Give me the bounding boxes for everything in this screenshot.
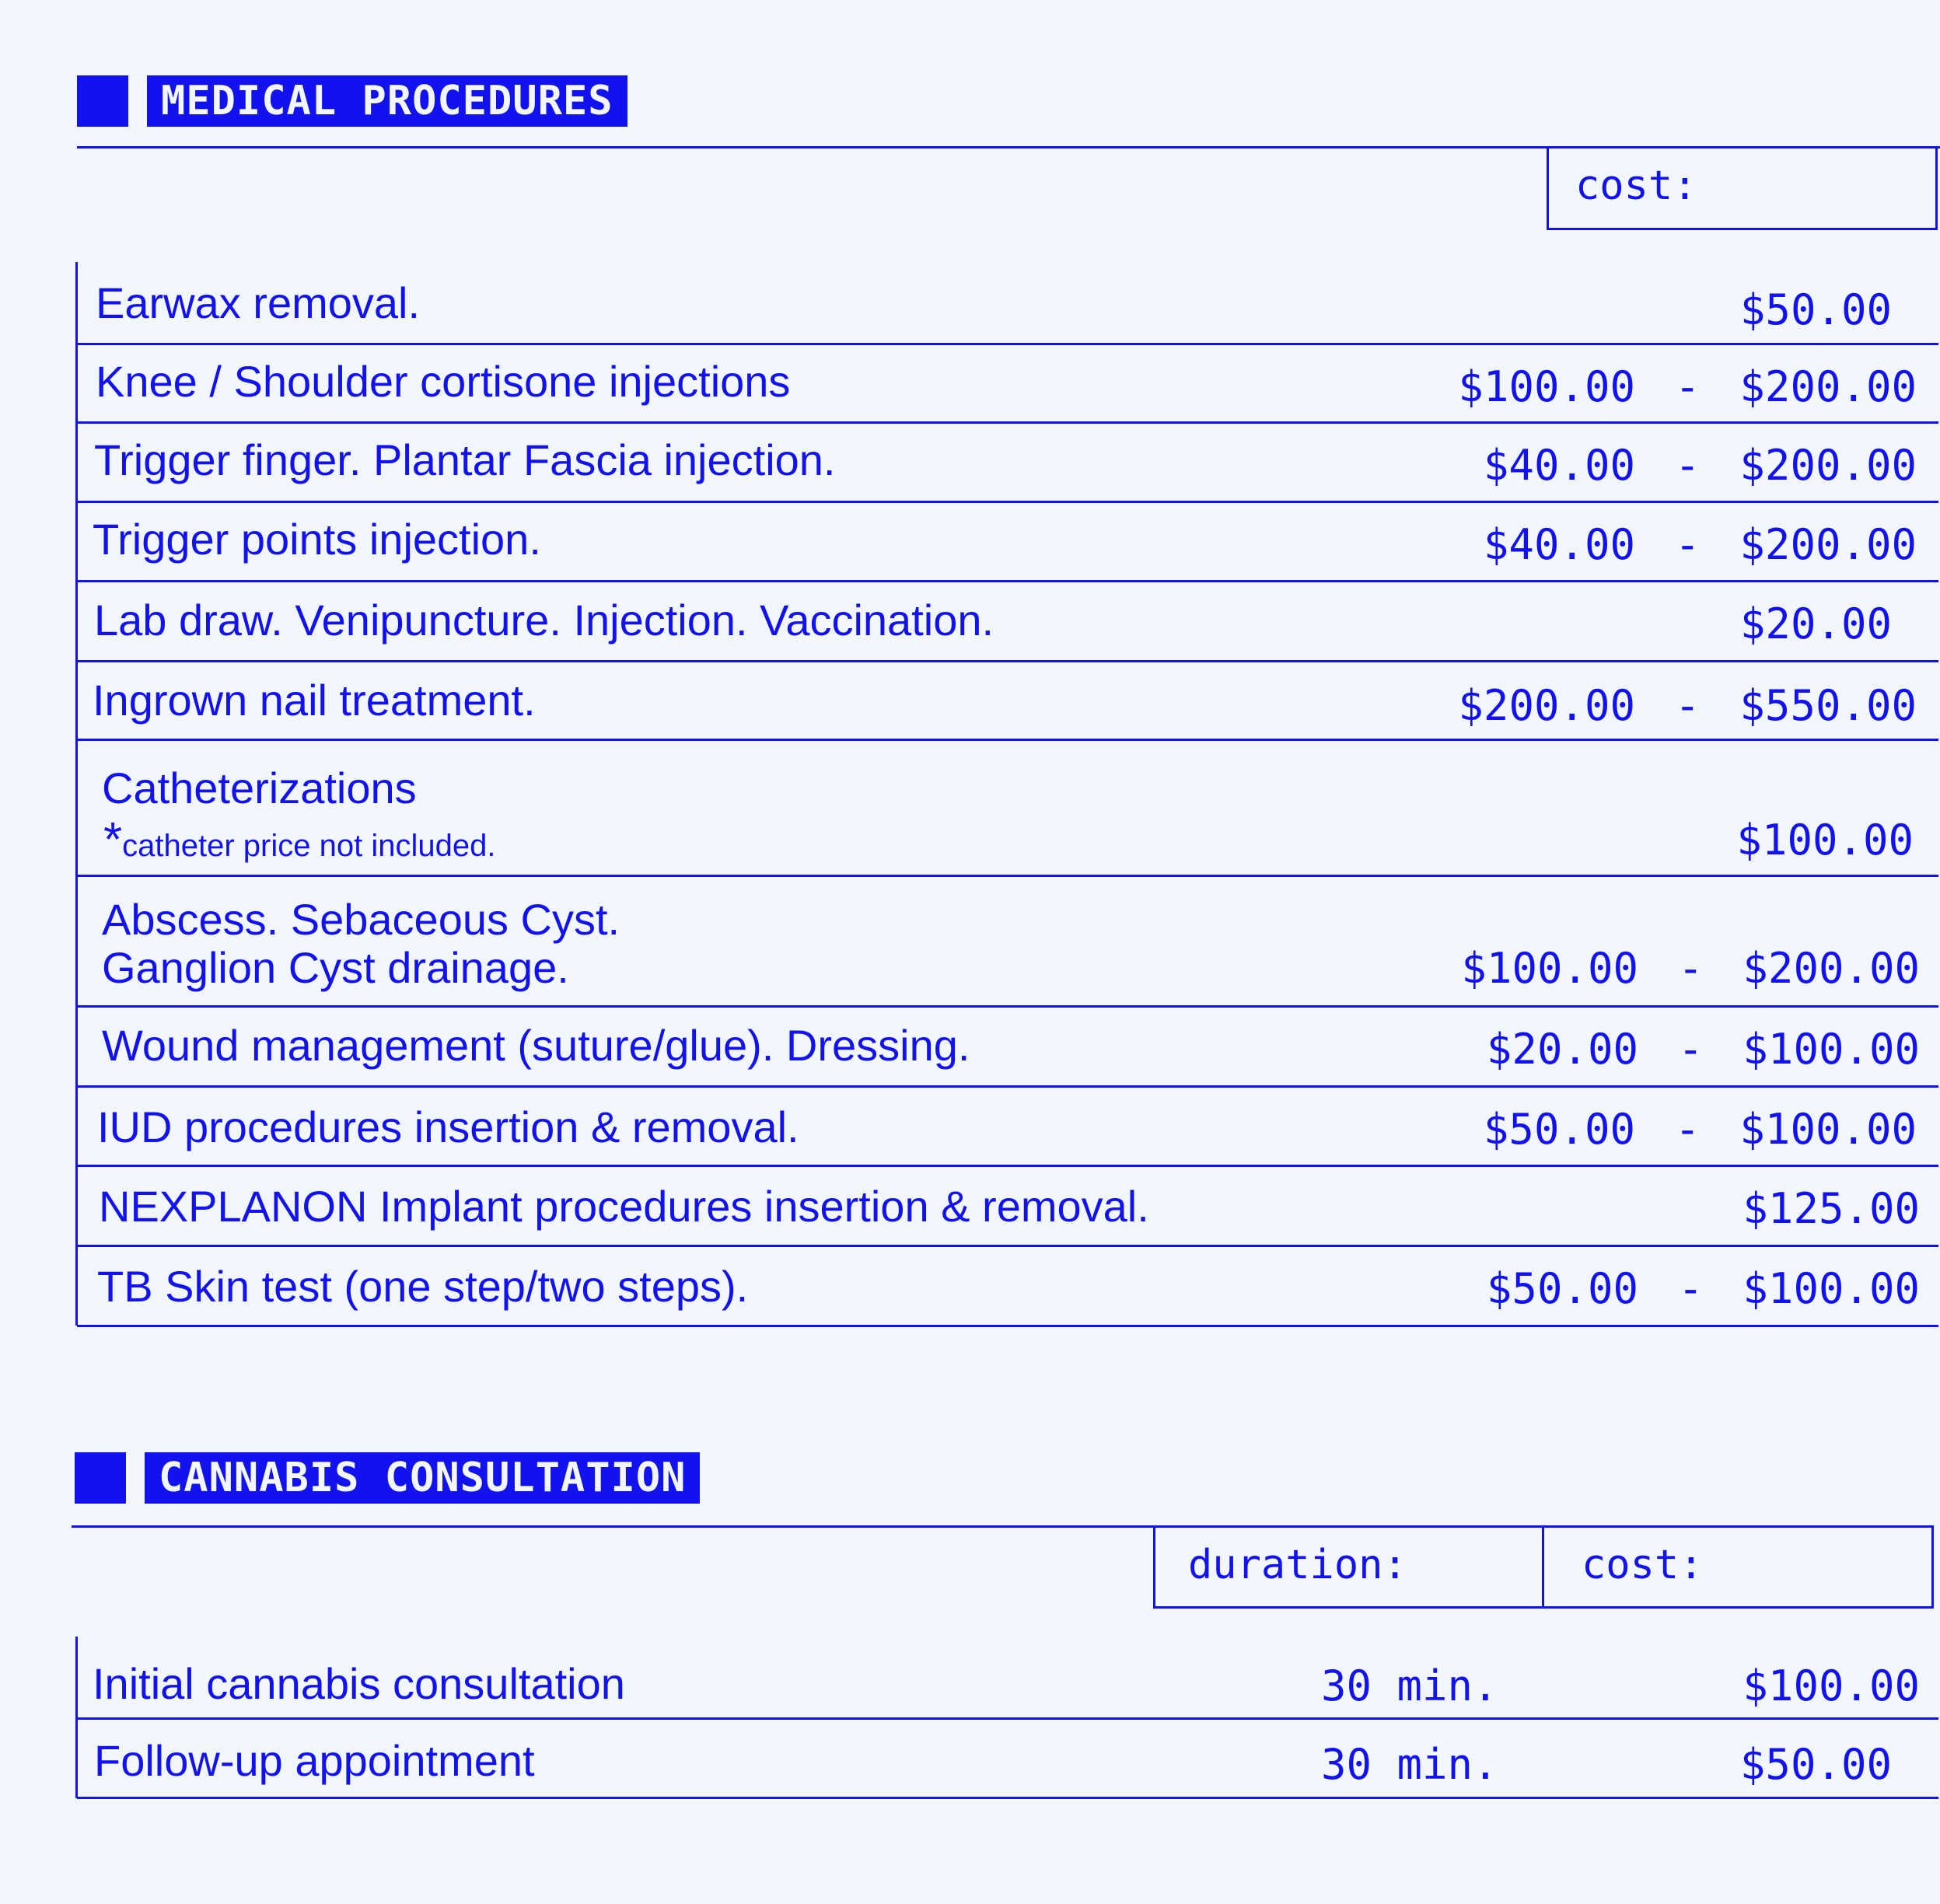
table-row — [77, 1088, 1938, 1167]
table-row — [77, 1720, 1938, 1799]
table-row — [77, 877, 1938, 1008]
procedure-label: Catheterizations — [102, 763, 417, 812]
procedure-label-line2: Ganglion Cyst drainage. — [102, 943, 569, 992]
procedure-label: Knee / Shoulder cortisone injections — [96, 357, 791, 406]
cannabis-section-title: CANNABIS CONSULTATION — [145, 1452, 700, 1504]
table-row — [77, 582, 1938, 662]
table-row — [77, 345, 1938, 424]
consultation-duration: 30 min. — [1321, 1740, 1498, 1789]
price-high: $100.00 — [1743, 1025, 1920, 1074]
price-dash: - — [1678, 1264, 1704, 1313]
price-low: $50.00 — [1486, 1264, 1638, 1313]
procedure-label: TB Skin test (one step/two steps). — [97, 1262, 749, 1311]
price-low: $50.00 — [1483, 1105, 1635, 1154]
price-low: $20.00 — [1486, 1025, 1638, 1074]
table-row — [77, 262, 1938, 345]
table-row — [77, 424, 1938, 503]
price-high: $20.00 — [1739, 599, 1892, 648]
price-dash: - — [1675, 441, 1701, 490]
price-high: $100.00 — [1743, 1264, 1920, 1313]
price-high: $550.00 — [1739, 681, 1917, 730]
price-dash: - — [1678, 1025, 1704, 1074]
price-high: $50.00 — [1739, 285, 1892, 334]
price-high: $200.00 — [1739, 520, 1917, 569]
note-text: catheter price not included. — [122, 829, 496, 863]
consultation-label: Initial cannabis consultation — [93, 1659, 625, 1708]
price-dash: - — [1678, 944, 1704, 993]
table-row — [77, 741, 1938, 877]
procedure-label: Ingrown nail treatment. — [93, 676, 536, 725]
table-row — [77, 503, 1938, 582]
price-low: $200.00 — [1458, 681, 1635, 730]
procedure-note — [103, 812, 495, 868]
procedure-label: Lab draw. Venipuncture. Injection. Vaccination. — [94, 596, 994, 645]
duration-header: duration: — [1153, 1525, 1544, 1609]
procedure-label: Abscess. Sebaceous Cyst. — [102, 895, 620, 944]
table-row — [77, 1167, 1938, 1247]
table-row — [77, 1637, 1938, 1720]
procedure-label: Trigger points injection. — [93, 515, 541, 564]
price-dash: - — [1675, 681, 1701, 730]
medical-section-title: MEDICAL PROCEDURES — [147, 75, 627, 127]
cannabis-cost-header: cost: — [1542, 1525, 1934, 1609]
consultation-duration: 30 min. — [1321, 1661, 1498, 1710]
price-high: $100.00 — [1736, 816, 1914, 865]
section-marker-medical — [77, 75, 128, 127]
table-row — [77, 1247, 1938, 1327]
note-asterisk: * — [103, 813, 123, 867]
price-low: $100.00 — [1461, 944, 1638, 993]
procedure-label: Wound management (suture/glue). Dressing. — [102, 1021, 970, 1070]
price-high: $125.00 — [1743, 1184, 1920, 1233]
procedure-label: Trigger finger. Plantar Fascia injection. — [94, 435, 836, 484]
price-low: $40.00 — [1483, 520, 1635, 569]
consultation-label: Follow-up appointment — [94, 1736, 535, 1785]
section-marker-cannabis — [75, 1452, 126, 1504]
consultation-cost: $50.00 — [1739, 1740, 1892, 1789]
price-low: $40.00 — [1483, 441, 1635, 490]
table-row — [77, 1008, 1938, 1088]
procedure-label: NEXPLANON Implant procedures insertion & removal. — [99, 1182, 1149, 1231]
price-dash: - — [1675, 362, 1701, 411]
table-row — [77, 662, 1938, 741]
price-high: $200.00 — [1743, 944, 1920, 993]
price-dash: - — [1675, 520, 1701, 569]
procedure-label: Earwax removal. — [96, 278, 421, 327]
procedure-label: IUD procedures insertion & removal. — [97, 1102, 799, 1151]
price-high: $200.00 — [1739, 441, 1917, 490]
consultation-cost: $100.00 — [1743, 1661, 1920, 1710]
price-dash: - — [1675, 1105, 1701, 1154]
price-low: $100.00 — [1458, 362, 1635, 411]
price-high: $100.00 — [1739, 1105, 1917, 1154]
medical-cost-header: cost: — [1547, 146, 1938, 230]
price-high: $200.00 — [1739, 362, 1917, 411]
